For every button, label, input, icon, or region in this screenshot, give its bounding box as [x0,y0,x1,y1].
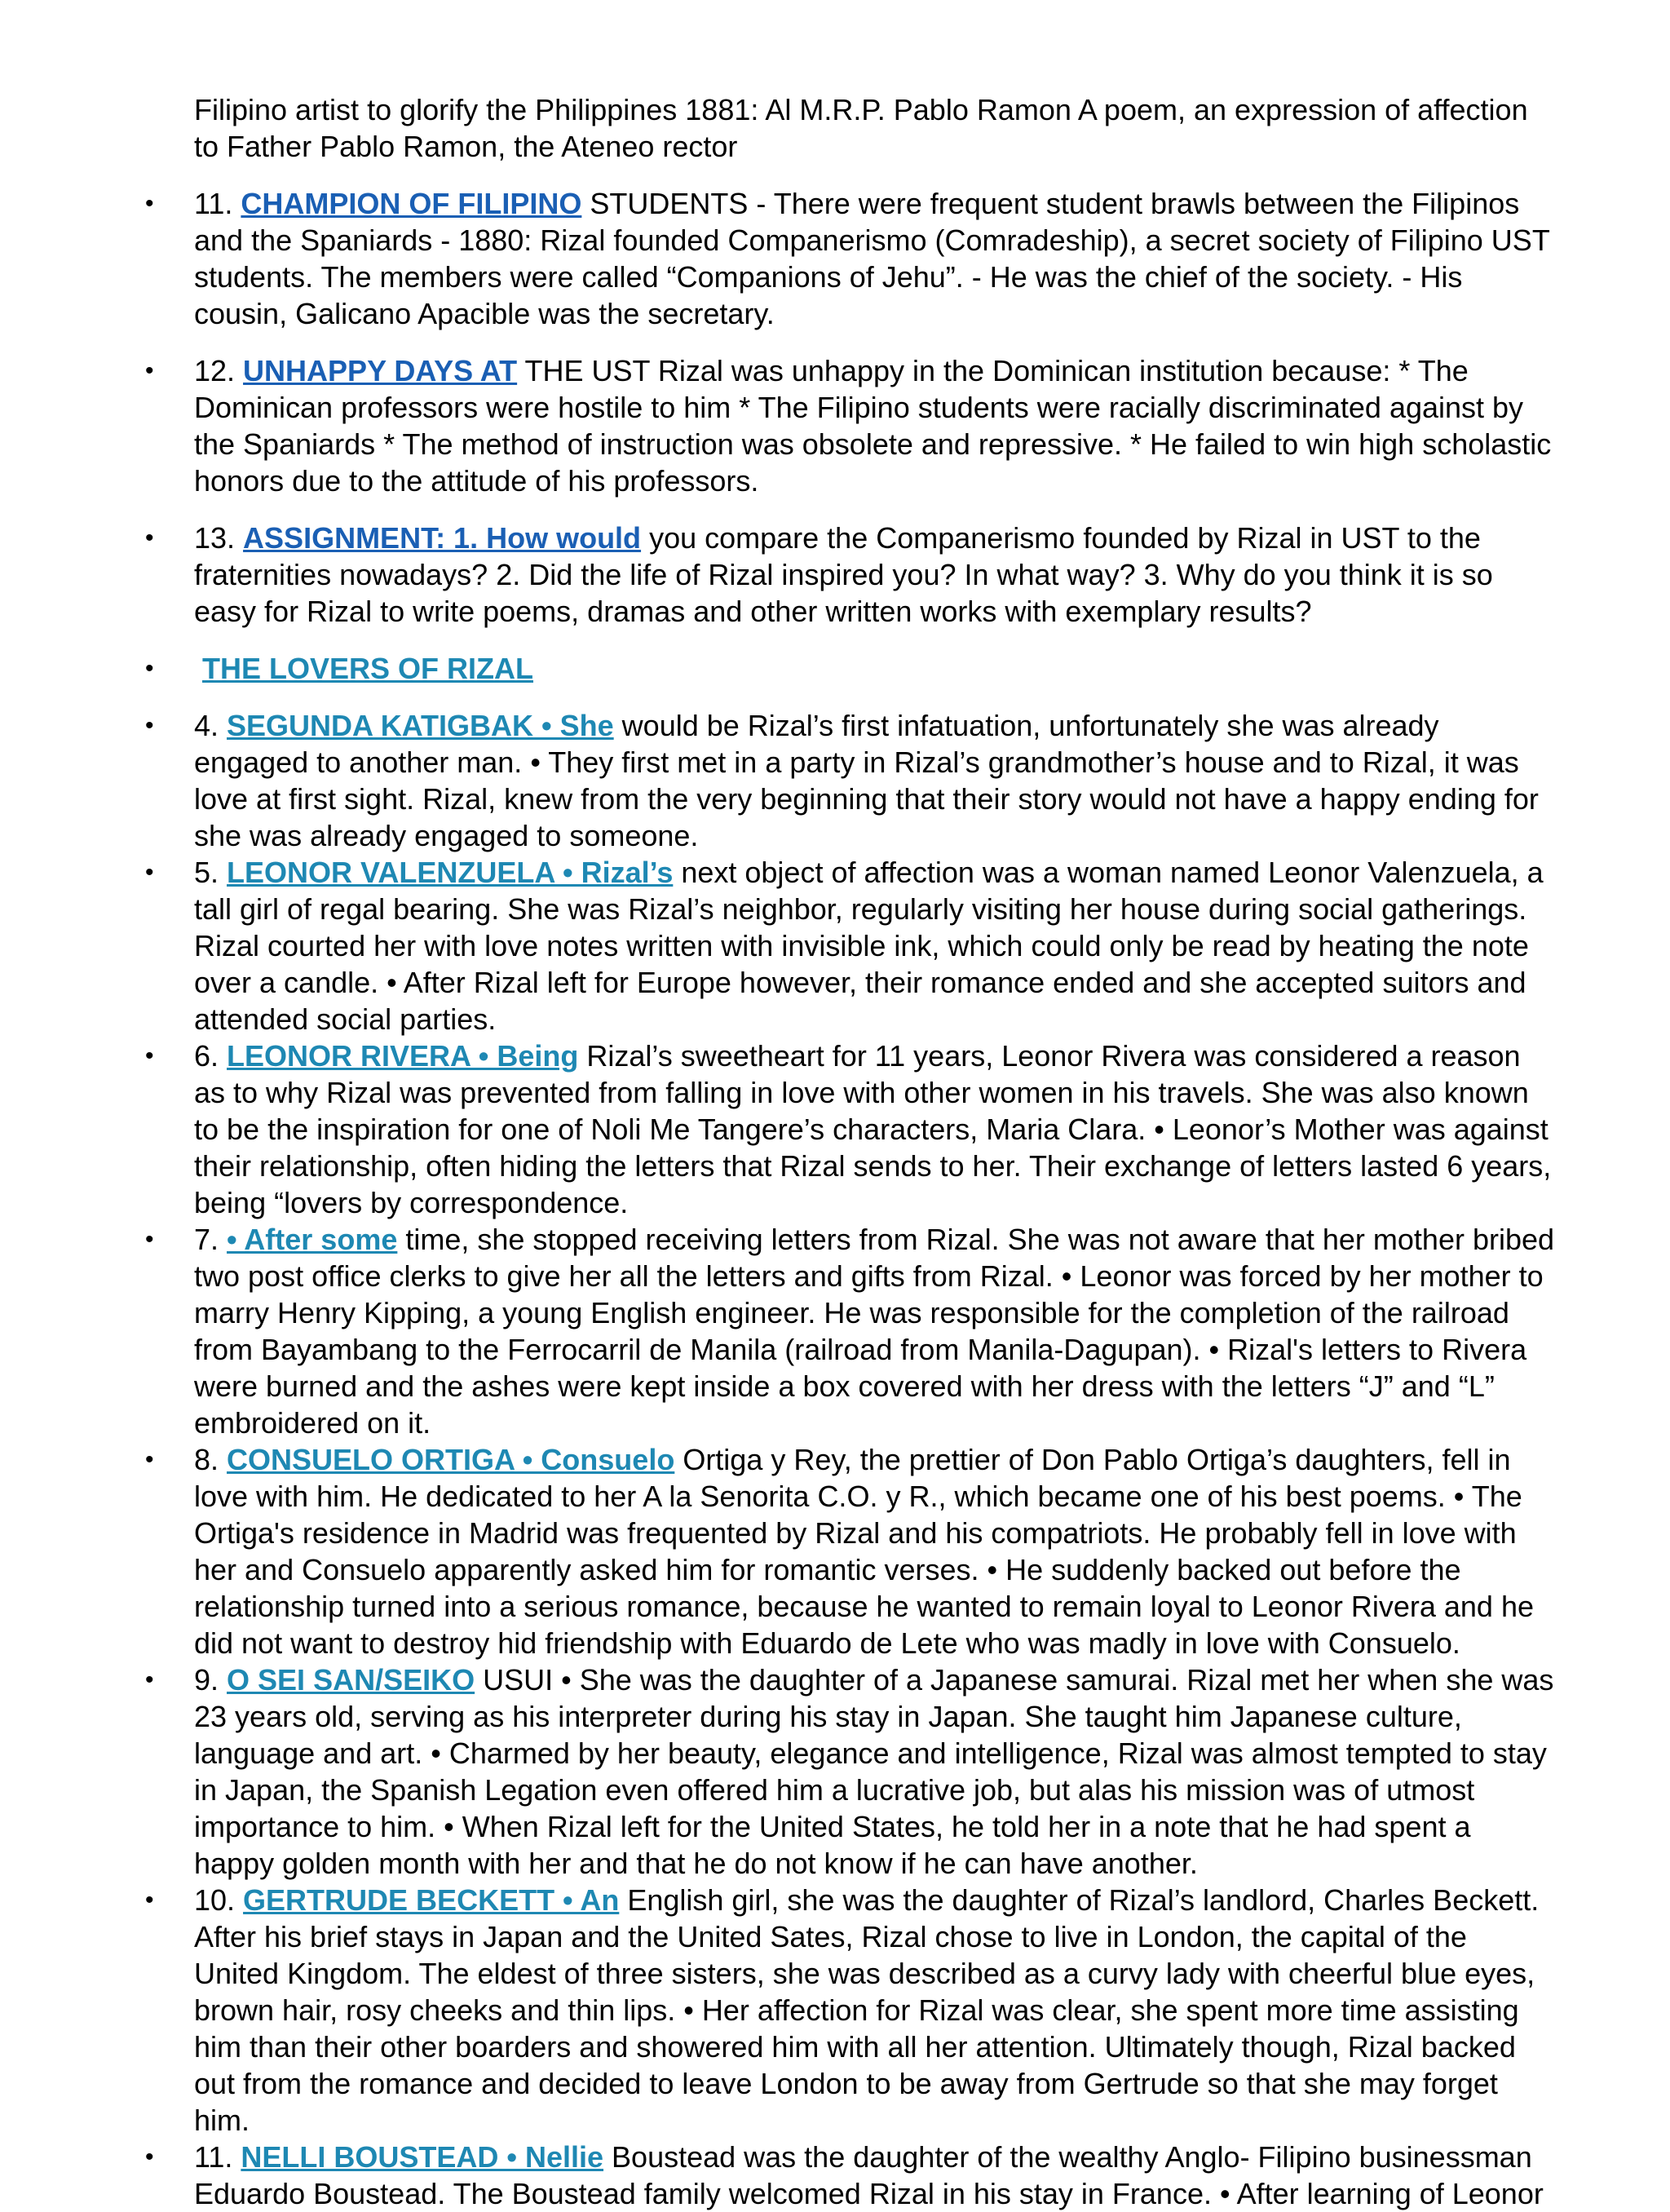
bullet-icon: • [145,859,154,886]
item-text: THE UST Rizal was unhappy in the Dominican institution because: * The Dominican professors were hostile to him * The Filipino students were racially discriminated against by the Spaniards * The method of instruction was obsolete and repressive. * He failed to win high scholastic honors due to the attitude of his professors. [194,354,1552,498]
item-link[interactable]: CONSUELO ORTIGA • Consuelo [227,1443,675,1476]
item-number: 9. [194,1663,228,1697]
bullet-icon: • [145,1887,154,1913]
list-item [145,2139,1556,2212]
item-number: 7. [194,1223,228,1256]
list-item [145,1441,1556,1661]
list-item [145,854,1556,1037]
item-text: USUI • She was the daughter of a Japanese samurai. Rizal met her when she was 23 years old, serving as his interpreter during his stay in Japan. She taught him Japanese culture, language and art. • Charmed by her beauty, elegance and intelligence, Rizal was almost tempted to stay in Japan, the Spanish Legation even offered him a lucrative job, but alas his mission was of utmost importance to him. • When Rizal left for the United States, he told her in a note that he had spent a happy golden month with her and that he do not know if he can have another. [194,1663,1554,1880]
bullet-icon: • [145,190,154,217]
item-text: STUDENTS - There were frequent student brawls between the Filipinos and the Spaniards - 1880: Rizal founded Companerismo (Comradeship), a secret society of Filipino UST students. The members were called “Companions of Jehu”. - He was the chief of the society. - His cousin, Galicano Apacible was the secretary. [194,187,1550,330]
topic-list [145,185,1556,687]
bullet-icon: • [145,1226,154,1253]
item-number: 8. [194,1443,228,1476]
list-item [145,1661,1556,1882]
item-number: 13. [194,521,244,555]
item-number: 11. [194,2140,241,2174]
list-item [145,1882,1556,2139]
item-number: 12. [194,354,244,387]
item-text: would be Rizal’s first infatuation, unfortunately she was already engaged to another man. • They first met in a party in Rizal’s grandmother’s house and to Rizal, it was love at first sight. Rizal, knew from the very beginning that their story would not have a happy ending for she was already engaged to someone. [194,709,1539,852]
list-item [145,1037,1556,1221]
item-link[interactable]: SEGUNDA KATIGBAK • She [227,709,614,742]
item-link[interactable]: LEONOR VALENZUELA • Rizal’s [227,856,674,889]
item-text: Boustead was the daughter of the wealthy Anglo- Filipino businessman Eduardo Boustead. The Boustead family welcomed Rizal in his stay in France. • After learning of Leonor [194,2140,1544,2210]
item-text: English girl, she was the daughter of Rizal’s landlord, Charles Beckett. After his brief stays in Japan and the United Sates, Rizal chose to live in London, the capital of the United Kingdom. The eldest of three sisters, she was described as a curvy lady with cheerful blue eyes, brown hair, rosy cheeks and thin lips. • Her affection for Rizal was clear, she spent more time assisting him than their other boarders and showered him with all her attention. Ultimately though, Rizal backed out from the romance and decided to leave London to be away from Gertrude so that she may forget him. [194,1883,1540,2137]
item-link[interactable]: GERTRUDE BECKETT • An [243,1883,620,1917]
item-text: time, she stopped receiving letters from Rizal. She was not aware that her mother bribed two post office clerks to give her all the letters and gifts from Rizal. • Leonor was forced by her mother to marry Henry Kipping, a young English engineer. He was responsible for the completion of the railroad from Bayambang to the Ferrocarril de Manila (railroad from Manila-Dagupan). • Rizal's letters to Rivera were burned and the ashes were kept inside a box covered with her dress with the letters “J” and “L” embroidered on it. [194,1223,1555,1440]
bullet-icon: • [145,712,154,739]
bullet-icon: • [145,1042,154,1069]
item-link[interactable]: LEONOR RIVERA • Being [227,1039,579,1073]
section-heading-link[interactable]: THE LOVERS OF RIZAL [202,652,534,685]
bullet-icon: • [145,1446,154,1473]
list-item-heading [145,650,1556,687]
bullet-icon: • [145,2143,154,2170]
bullet-icon: • [145,524,154,551]
item-number: 10. [194,1883,244,1917]
list-item [145,707,1556,854]
item-number: 6. [194,1039,228,1073]
item-link[interactable]: NELLI BOUSTEAD • Nellie [241,2140,604,2174]
item-link[interactable]: O SEI SAN/SEIKO [227,1663,475,1697]
item-number: 4. [194,709,228,742]
item-link[interactable]: • After some [227,1223,398,1256]
lovers-list [145,707,1556,2212]
list-item [145,520,1556,630]
list-item [145,352,1556,499]
item-number: 5. [194,856,228,889]
list-item [145,1221,1556,1441]
item-link[interactable]: UNHAPPY DAYS AT [243,354,518,387]
bullet-icon: • [145,1666,154,1693]
item-link[interactable]: ASSIGNMENT: 1. How would [243,521,642,555]
item-text: next object of affection was a woman named Leonor Valenzuela, a tall girl of regal bearing. She was Rizal’s neighbor, regularly visiting her house during social gatherings. Rizal courted her with love notes written with invisible ink, which could only be read by heating the note over a candle. • After Rizal left for Europe however, their romance ended and she accepted suitors and attended social parties. [194,856,1544,1036]
bullet-icon: • [145,655,154,682]
bullet-icon: • [145,357,154,384]
list-item [145,185,1556,332]
item-text: Rizal’s sweetheart for 11 years, Leonor Rivera was considered a reason as to why Rizal was prevented from falling in love with other women in his travels. She was also known to be the inspiration for one of Noli Me Tangere’s characters, Maria Clara. • Leonor’s Mother was against their relationship, often hiding the letters that Rizal sends to her. Their exchange of letters lasted 6 years, being “lovers by correspondence. [194,1039,1552,1219]
item-number: 11. [194,187,241,220]
item-text: Ortiga y Rey, the prettier of Don Pablo Ortiga’s daughters, fell in love with him. He dedicated to her A la Senorita C.O. y R., which became one of his best poems. • The Ortiga's residence in Madrid was frequented by Rizal and his compatriots. He probably fell in love with her and Consuelo apparently asked him for romantic verses. • He suddenly backed out before the relationship turned into a serious romance, because he wanted to remain loyal to Leonor Rivera and he did not want to destroy hid friendship with Eduardo de Lete who was madly in love with Consuelo. [194,1443,1534,1660]
item-link[interactable]: CHAMPION OF FILIPINO [241,187,582,220]
item-text: you compare the Companerismo founded by Rizal in UST to the fraternities nowadays? 2. Did the life of Rizal inspired you? In what way? 3. Why do you think it is so easy for Rizal to write poems, dramas and other written works with exemplary results? [194,521,1493,628]
intro-paragraph: Filipino artist to glorify the Philippines 1881: Al M.R.P. Pablo Ramon A poem, an expression of affection to Father Pablo Ramon, the Ateneo rector [194,93,1528,163]
